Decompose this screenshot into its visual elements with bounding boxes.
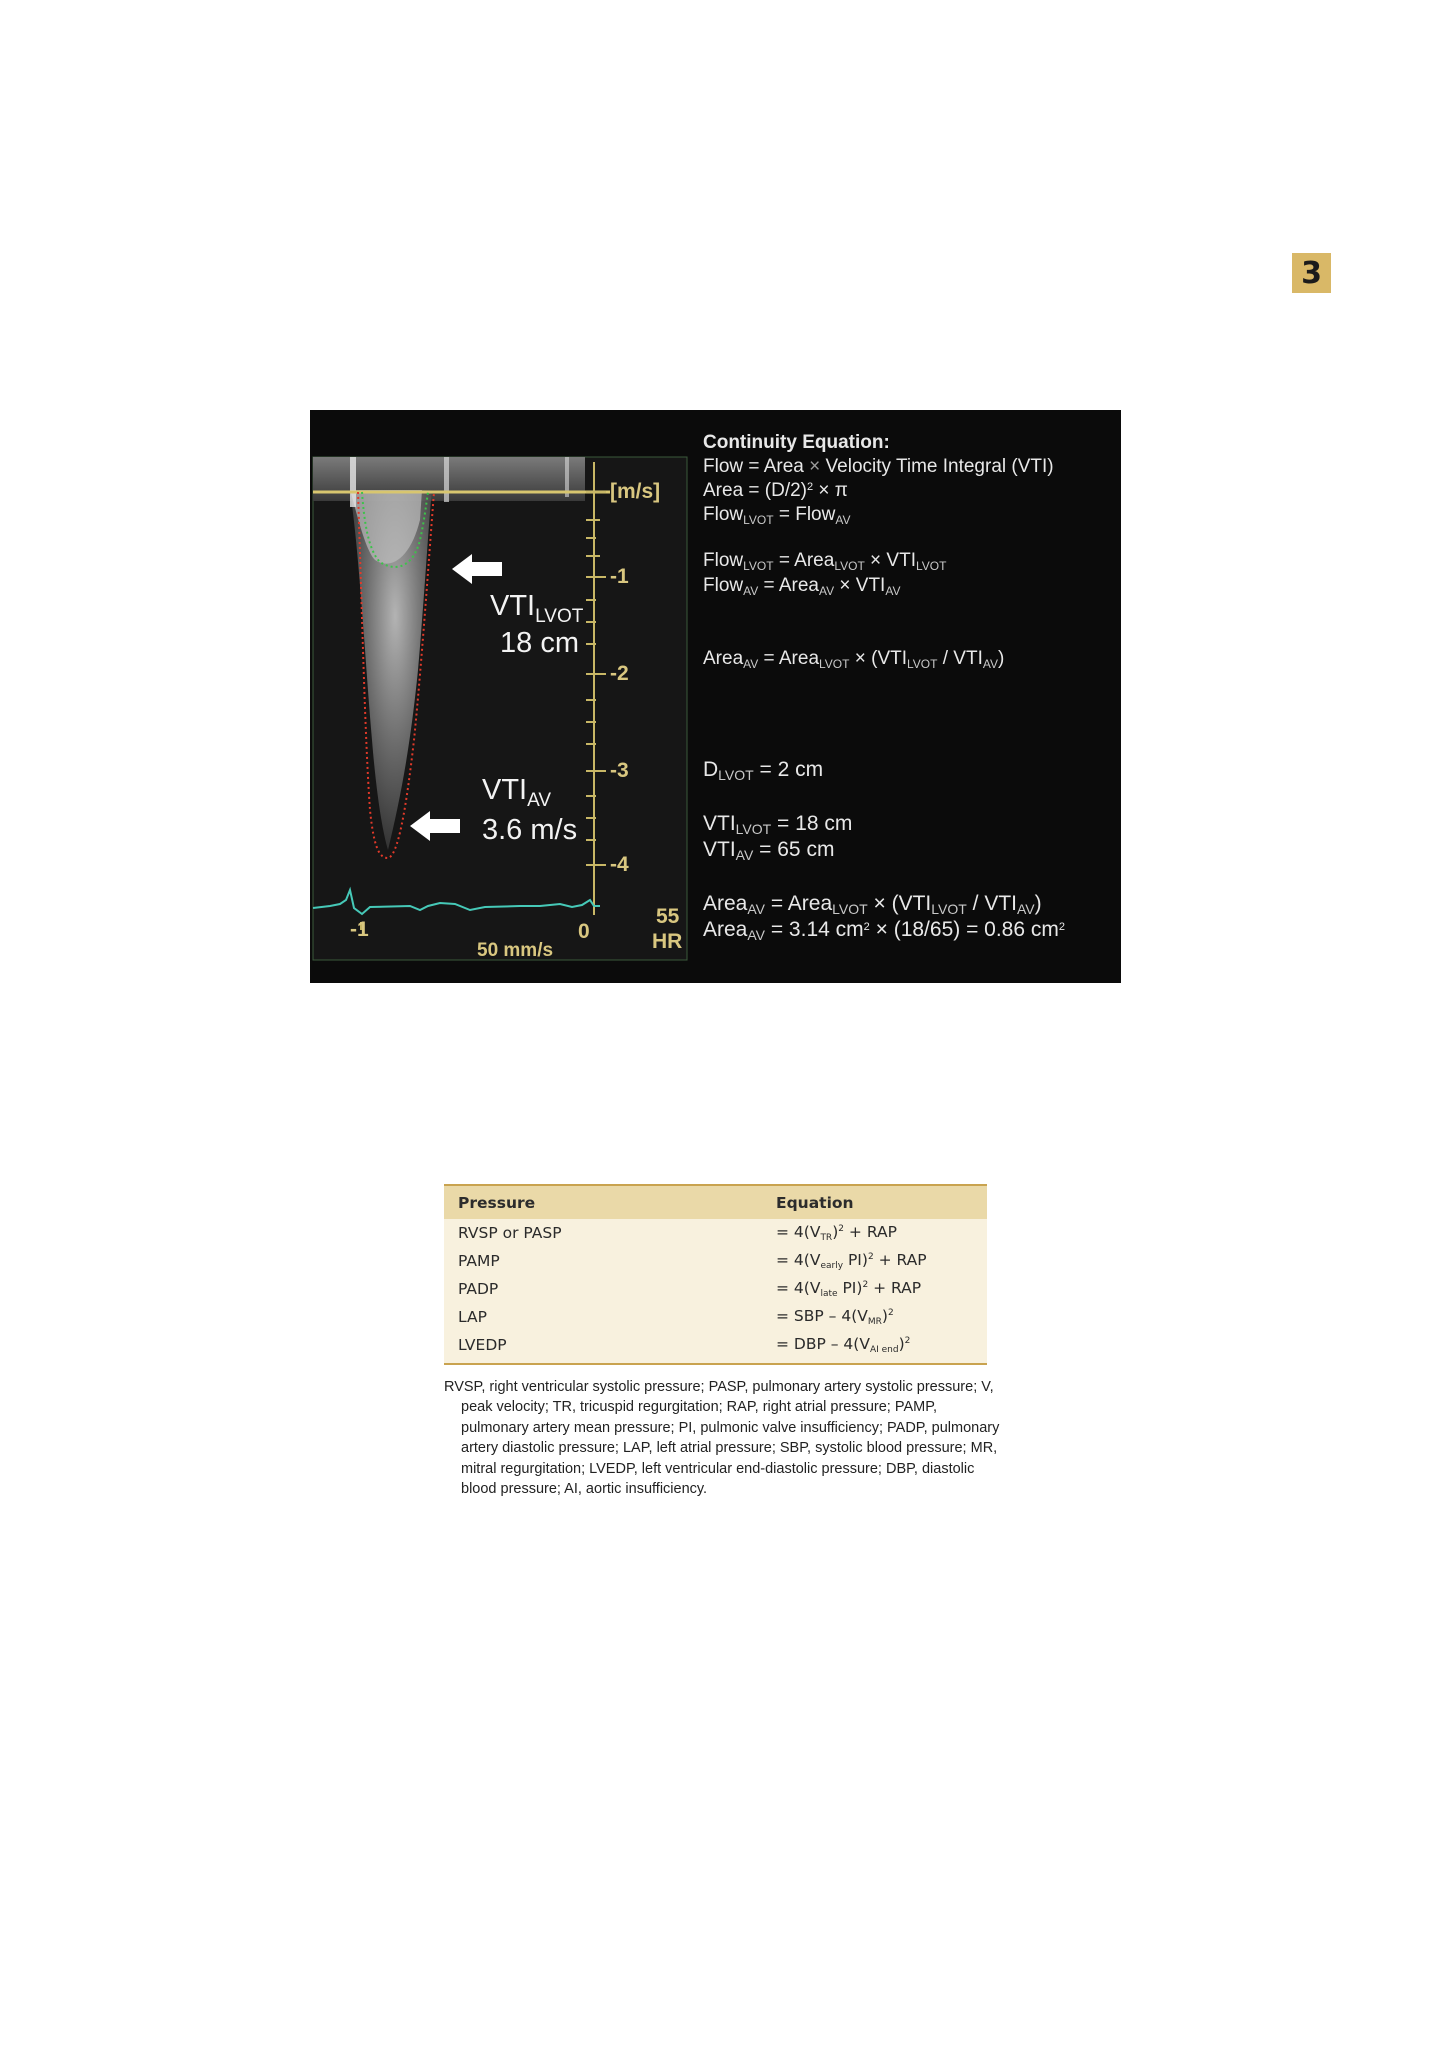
vti-lvot-value: 18 cm [500,627,579,659]
vti-av-value: 3.6 m/s [482,814,578,846]
velocity-tick-4: -4 [610,853,629,876]
vti-av-label: $VTI_{AV}$ [482,774,552,811]
area-av-formula: Area$_{AV}$ = Area$_{LVOT}$ × $(VTI_{LVOT} / VTI_{AV})$ [703,892,1042,917]
equation-cell: = DBP – $4(V_{AI end})^2$ [762,1331,987,1364]
pressure-cell: PADP [458,1280,499,1298]
pressure-equation-table [444,1184,987,1365]
velocity-tick-1: -1 [610,565,629,588]
column-header-pressure: Pressure [444,1185,762,1219]
time-tick-0: 0 [578,920,590,943]
table-header-row [444,1185,987,1219]
velocity-tick-2: -2 [610,662,629,685]
heart-rate-label: HR [652,930,683,953]
pressure-cell: LVEDP [444,1331,762,1364]
heart-rate-value: 55 [656,905,680,928]
sweep-speed-label: 50 mm/s [477,940,554,961]
flow-av-equation: Flow$_{AV}$ = Area$_{AV}$ × $VTI_{AV}$ [703,575,901,598]
continuity-heading: Continuity Equation: [703,432,890,453]
vti-lvot-measurement: $VTI_{LVOT} = 18$ cm [703,812,853,837]
vti-lvot-label: $VTI_{LVOT}$ [490,590,584,627]
pressure-cell: PAMP [458,1252,500,1270]
continuity-equation-figure [310,410,1121,983]
pressure-cell: RVSP or PASP [458,1224,562,1242]
equation-cell: = $4(V_{TR})^2$ + RAP [776,1223,897,1243]
equation-cell: = SBP – $4(V_{MR})^2$ [776,1307,894,1327]
table-row [444,1247,987,1275]
chapter-number-badge: 3 [1292,253,1331,293]
velocity-tick-3: -3 [610,759,629,782]
table-row [444,1219,987,1247]
lvot-diameter: $D_{LVOT} = 2$ cm [703,758,824,783]
time-tick-minus1: -1 [350,918,369,941]
pressure-cell: LAP [458,1308,487,1326]
column-header-equation: Equation [762,1185,987,1219]
table-row [444,1275,987,1303]
area-equation: Area = $(D/2)^2 \times \pi$ [703,480,848,501]
table-row [444,1331,987,1364]
flow-equation: Flow = Area × Velocity Time Integral (VTI) [703,456,1054,477]
table-footnote: RVSP, right ventricular systolic pressure; PASP, pulmonary artery systolic pressure; V, peak velocity; TR, tricuspid regurgitation; RAP, right atrial pressure; PAMP, pulmonary artery mean pressure; PI, pulmonic valve insufficiency; PADP, pulmonary artery diastolic pressure; LAP, left atrial pressure; SBP, systolic blood pressure; MR, mitral regurgitation; LVEDP, left ventricular end-diastolic pressure; DBP, diastolic blood pressure; AI, aortic insufficiency. [444,1379,1000,1498]
table-row [444,1303,987,1331]
vti-av-measurement: $VTI_{AV} = 65$ cm [703,838,835,863]
flow-lvot-equation: Flow$_{LVOT}$ = Area$_{LVOT}$ × $VTI_{LVOT}$ [703,550,947,573]
area-av-result: Area$_{AV}$ = 3.14 $cm^2 \times (18/65) = 0.86$ $cm^2$ [703,918,1065,943]
area-av-equation: Area$_{AV}$ = Area$_{LVOT}$ × $(VTI_{LVOT} / VTI_{AV})$ [703,648,1005,671]
equation-cell: = $4(V_{early}$ PI)$^2$ + RAP [776,1251,927,1271]
velocity-axis-unit: [m/s] [610,480,661,503]
equation-cell: = $4(V_{late}$ PI)$^2$ + RAP [776,1279,922,1299]
flow-equality: Flow$_{LVOT}$ = Flow$_{AV}$ [703,504,851,527]
